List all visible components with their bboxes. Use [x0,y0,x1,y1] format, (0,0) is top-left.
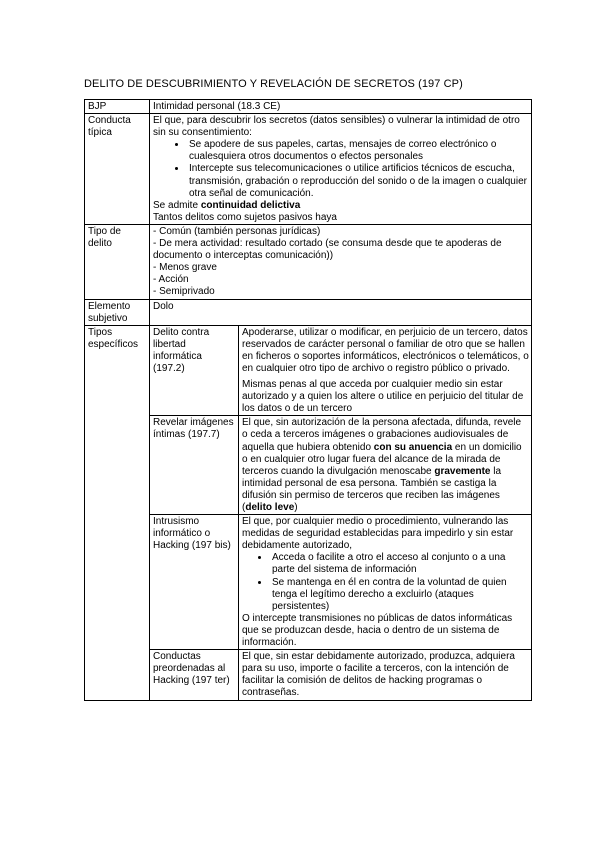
row-conducta [85,114,532,225]
summary-table [84,99,532,701]
imagenes-b1: con su anuencia [373,441,453,453]
imagenes-t2: en un domicilio o en cualquier otro lugar fuera del alcance de la mirada de terceros cuando la divulgación menoscabe [242,441,522,477]
imagenes-b2: gravemente [434,465,491,477]
hacking-list [242,552,529,612]
admite-text: Se admite [153,199,201,211]
row-elemento [85,299,532,325]
subtype-row [150,650,531,700]
value-elemento: Dolo [150,299,532,325]
hacking-bullet: • Se mantenga en él en contra de la voluntad de quien tenga el legítimo derecho a excluirlo (ataques persistentes) [270,577,529,613]
tipo-line: - Común (también personas jurídicas) [153,225,321,237]
subtype-description [239,326,532,416]
subtype-name: Conductas preordenadas al Hacking (197 ter) [150,650,239,700]
subtype-row [150,326,531,416]
imagenes-text [242,417,529,514]
value-bjp: Intimidad personal (18.3 CE) [150,100,532,114]
subtypes-table [150,326,531,700]
row-tipos-especificos [85,325,532,700]
subtype-name: Revelar imágenes íntimas (197.7) [150,416,239,515]
admite-bold: continuidad delictiva [200,199,301,211]
label-conducta: Conducta típica [85,114,150,225]
hacking-outro: O intercepte transmisiones no públicas de datos informáticas que se produzcan desde, hacia o dentro de un sistema de información. [242,612,513,649]
conducta-bullet: • Se apodere de sus papeles, cartas, mensajes de correo electrónico o cualesquiera otros documentos o efectos personales [187,139,529,163]
tipo-line: - Acción [153,274,189,286]
subtype-name: Intrusismo informático o Hacking (197 bis) [150,515,239,650]
conducta-admite [153,200,529,212]
tipo-line: - Semiprivado [153,286,215,298]
subtype-description [239,416,532,515]
label-bjp: BJP [85,100,150,114]
value-conducta [150,114,532,225]
row-tipo [85,224,532,299]
tipo-line: - De mera actividad: resultado cortado (se consuma desde que te apoderas de documento o interceptas comunicación)) [153,238,502,262]
hacking-bullet: • Acceda o facilite a otro el acceso al conjunto o a una parte del sistema de información [270,552,529,576]
libertad-p2: Mismas penas al que acceda por cualquier medio sin estar autorizado y a quien los altere o utilice en perjuicio del titular de los datos o de un tercero [242,379,524,415]
value-tipos-especificos [150,325,532,700]
imagenes-t1: El que, sin autorización de la persona afectada, difunda, revele o ceda a terceros imágenes o grabaciones audiovisuales de aquella que hubiera obtenido [242,417,522,453]
hacking-intro: El que, por cualquier medio o procedimiento, vulnerando las medidas de seguridad establecidas para impedirlo y sin estar debidamente autorizado, [242,516,514,552]
label-tipo: Tipo de delito [85,224,150,299]
subtype-description [239,515,532,650]
conducta-list [153,139,529,199]
value-tipo [150,224,532,299]
subtype-row [150,416,531,515]
row-bjp [85,100,532,114]
subtype-name: Delito contra libertad informática (197.2) [150,326,239,416]
conducta-tantos: Tantos delitos como sujetos pasivos haya [153,211,337,223]
imagenes-t3: la intimidad personal de esa persona. También se castiga la difusión sin permiso de terceros que reciben las imágenes ( [242,465,502,513]
conducta-bullet: • Intercepte sus telecomunicaciones o utilice artificios técnicos de escucha, transmisión, grabación o reproducción del sonido o de la imagen o cualquier otra señal de comunicación. [187,163,529,199]
imagenes-b3: delito leve [245,502,295,513]
subtype-description: El que, sin estar debidamente autorizado, produzca, adquiera para su uso, importe o facilite a terceros, con la intención de facilitar la comisión de delitos de hacking programas o contraseñas. [239,650,532,700]
label-tipos-especificos: Tipos específicos [85,325,150,700]
subtype-row [150,515,531,650]
tipo-line: - Menos grave [153,262,217,274]
imagenes-t4: ) [294,502,298,513]
libertad-p1: Apoderarse, utilizar o modificar, en perjuicio de un tercero, datos reservados de carácter personal o familiar de otro que se hallen en ficheros o soportes informáticos, electrónicos o telemáticos, o en cualquier otro tipo de archivo o registro público o privado. [242,326,529,374]
conducta-intro: El que, para descubrir los secretos (datos sensibles) o vulnerar la intimidad de otro sin su consentimiento: [153,115,520,139]
label-elemento: Elemento subjetivo [85,299,150,325]
document-title: DELITO DE DESCUBRIMIENTO Y REVELACIÓN DE SECRETOS (197 CP) [84,78,463,90]
